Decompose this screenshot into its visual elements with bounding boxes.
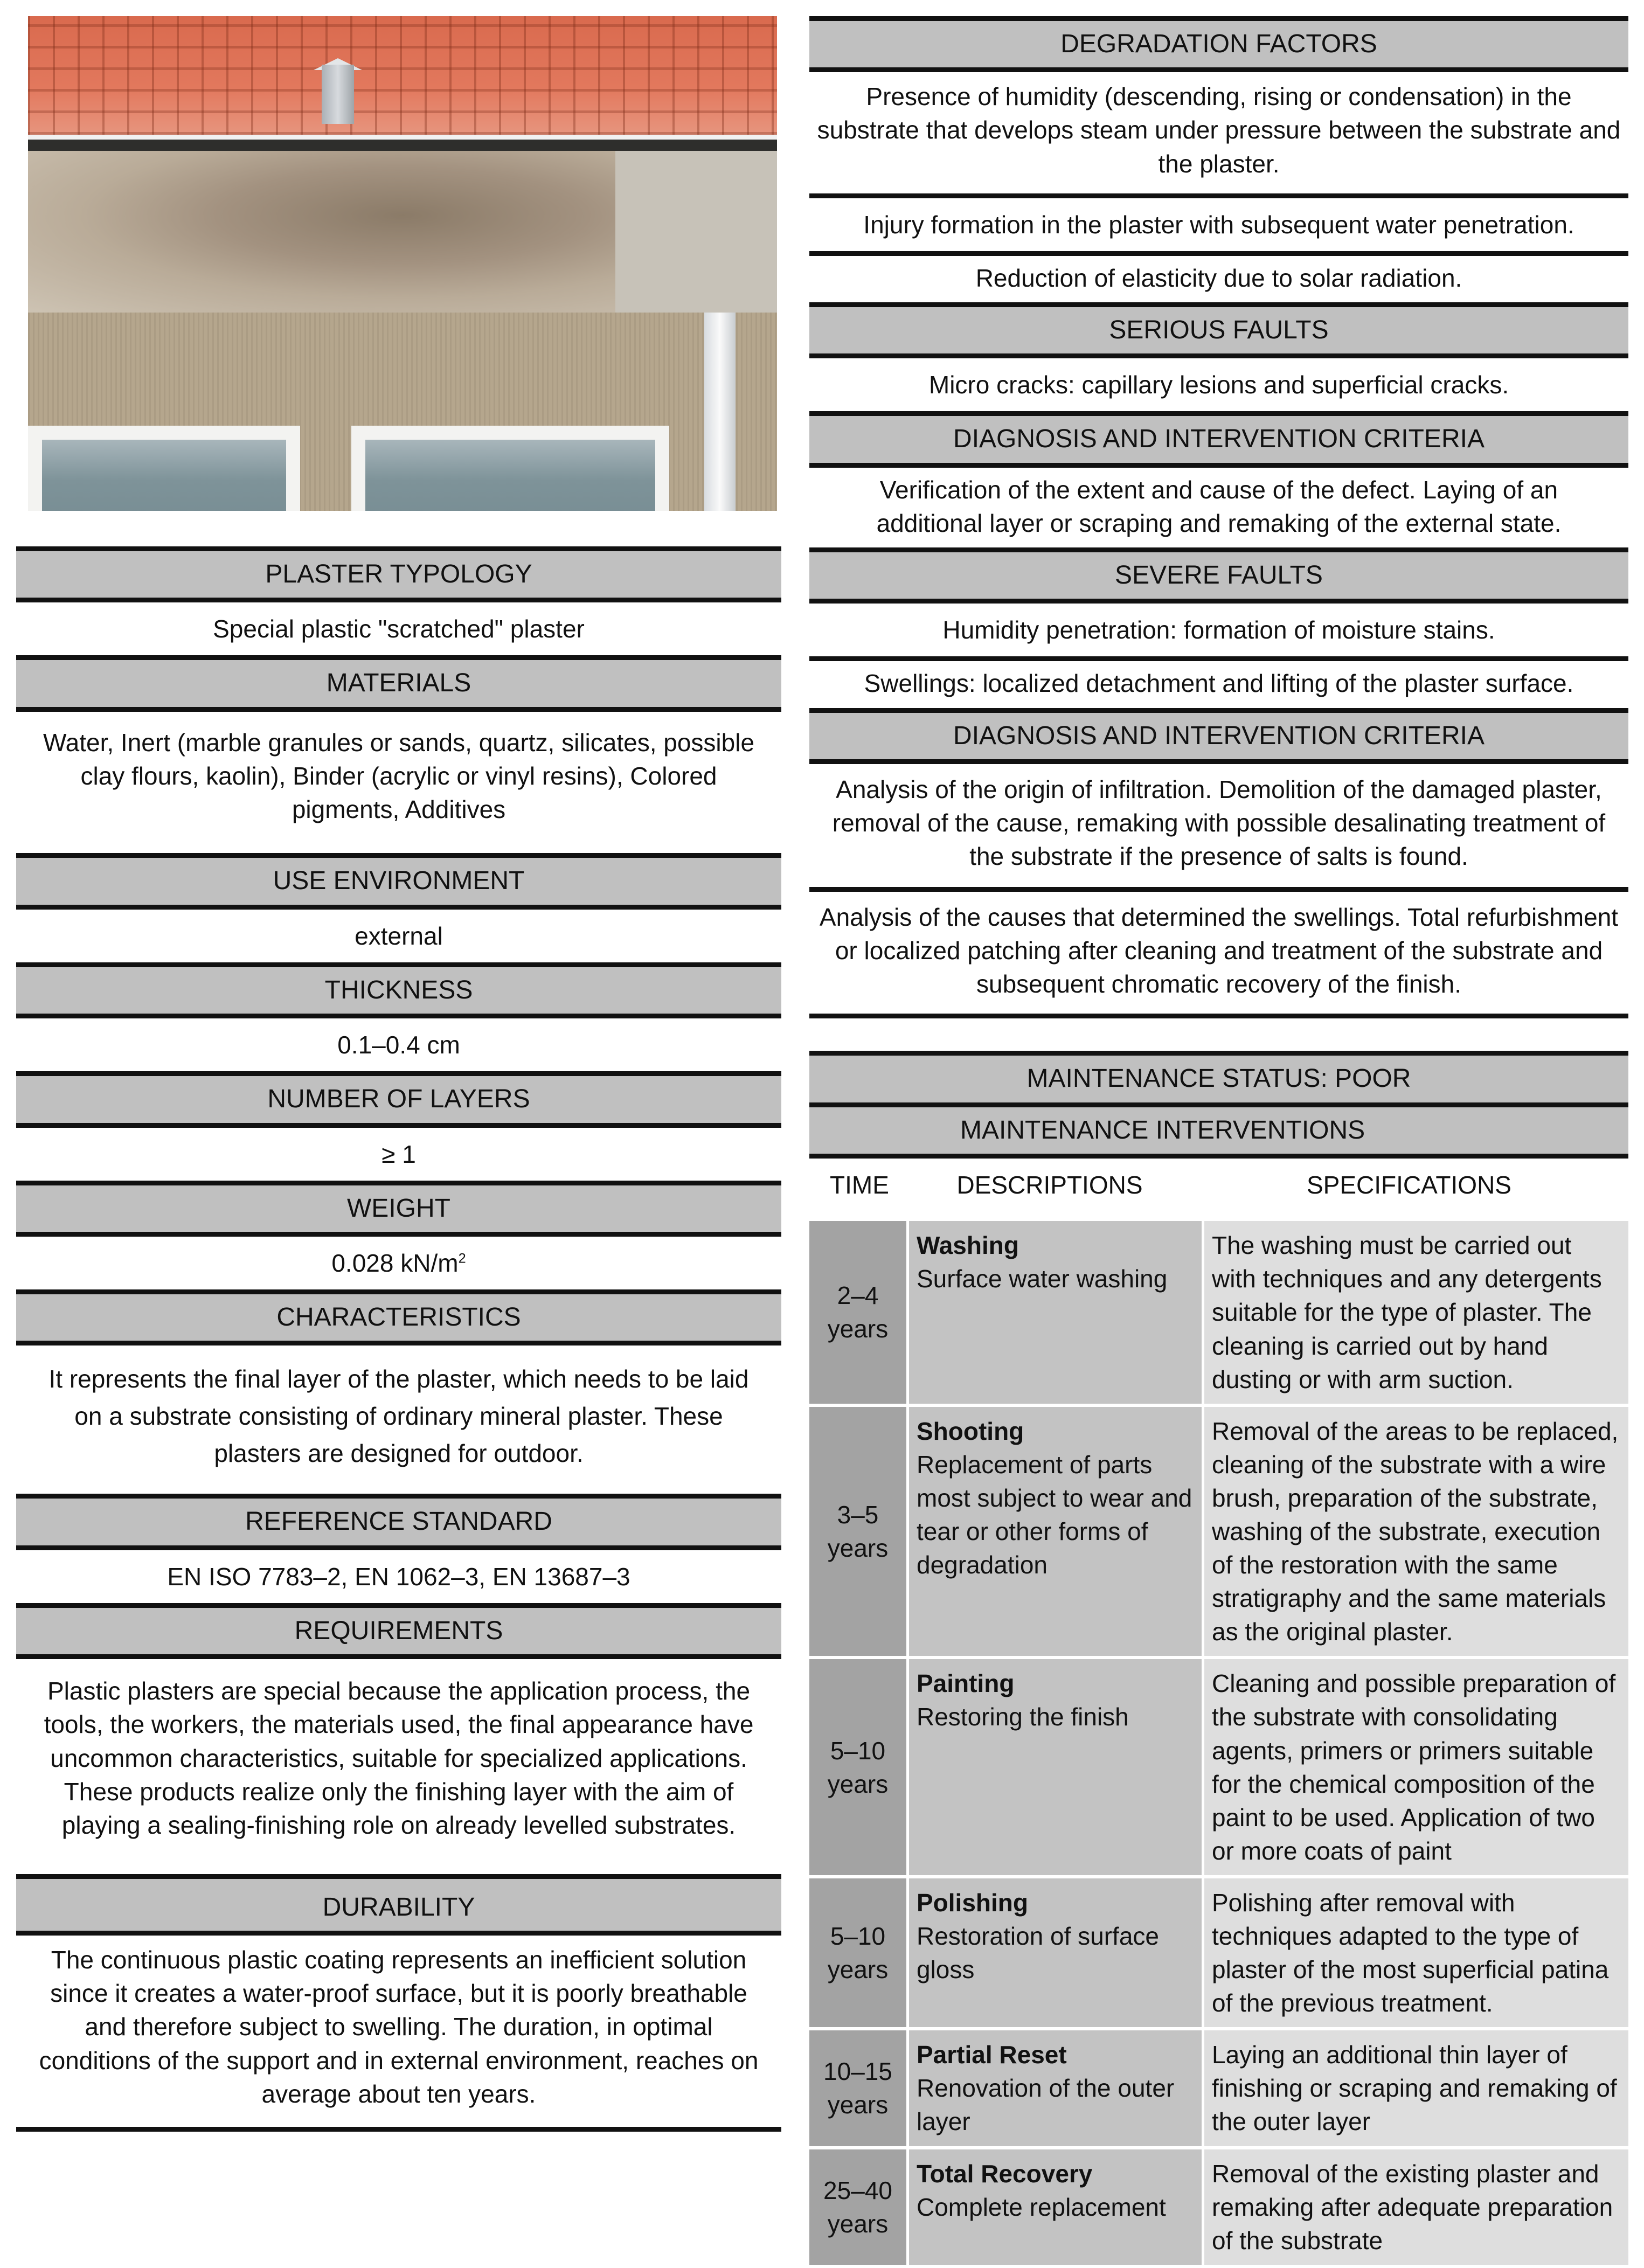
serious-faults-header: SERIOUS FAULTS — [809, 302, 1628, 358]
intervention-description-text: Complete replacement — [917, 2193, 1166, 2221]
intervention-specification: Removal of the areas to be replaced, cleaning of the substrate with a wire brush, preparation of the substrate, washing of the substrate, execution of the restoration with the same stratigraphy and the same materials as the original plaster. — [1204, 1407, 1628, 1656]
degradation-factor-item: Reduction of elasticity due to solar radiation. — [809, 251, 1628, 302]
intervention-title: Painting — [917, 1669, 1015, 1698]
maintenance-row — [809, 1878, 1628, 2027]
thickness-value: 0.1–0.4 cm — [16, 1018, 781, 1071]
section-header-reference-standard: REFERENCE STANDARD — [16, 1494, 781, 1550]
maintenance-row — [809, 2149, 1628, 2265]
right-column — [809, 16, 1628, 2268]
intervention-time: 25–40 years — [809, 2149, 906, 2265]
degradation-factors-header: DEGRADATION FACTORS — [809, 16, 1628, 72]
chimney — [322, 65, 354, 124]
plaster-properties-table — [16, 546, 781, 2132]
severe-faults-header: SEVERE FAULTS — [809, 547, 1628, 604]
intervention-title: Washing — [917, 1231, 1019, 1260]
intervention-time: 5–10 years — [809, 1878, 906, 2027]
maintenance-interventions-header: MAINTENANCE INTERVENTIONS — [809, 1107, 1628, 1159]
serious-fault-item: Micro cracks: capillary lesions and superficial cracks. — [809, 358, 1628, 411]
degradation-table — [809, 16, 1628, 1018]
section-header-number-of-layers: NUMBER OF LAYERS — [16, 1071, 781, 1127]
maintenance-status-header: MAINTENANCE STATUS: POOR — [809, 1051, 1628, 1107]
severe-fault-item: Humidity penetration: formation of moisture stains. — [809, 604, 1628, 656]
facade-photo — [28, 16, 777, 511]
column-header-specifications: SPECIFICATIONS — [1307, 1171, 1511, 1199]
serious-criteria-item: Verification of the extent and cause of the defect. Laying of an additional layer or scraping and remaking of the external state. — [809, 468, 1628, 547]
intervention-time: 3–5 years — [809, 1407, 906, 1656]
intervention-description — [909, 1407, 1202, 1656]
section-header-durability: DURABILITY — [16, 1874, 781, 1936]
column-header-time: TIME — [830, 1171, 889, 1199]
wall — [28, 313, 777, 511]
weight-number: 0.028 kN/m — [331, 1249, 459, 1277]
severe-criteria-item: Analysis of the origin of infiltration. Demolition of the damaged plaster, removal of the cause, remaking with possible desalinating treatment of the substrate if the presence of salts is found. — [809, 764, 1628, 887]
downpipe — [704, 313, 736, 511]
section-header-materials: MATERIALS — [16, 655, 781, 711]
window-right — [351, 426, 669, 511]
roof-tiles — [28, 16, 777, 135]
column-header-descriptions: DESCRIPTIONS — [956, 1171, 1143, 1199]
left-column — [16, 16, 781, 2132]
intervention-description — [909, 2149, 1202, 2265]
requirements-value: Plastic plasters are special because the application process, the tools, the workers, the materials used, the final appearance have uncommon characteristics, suitable for specialized applications. These products realize only the finishing layer with the aim of playing a sealing-finishing role on already levelled substrates. — [16, 1659, 781, 1874]
section-header-plaster-typology: PLASTER TYPOLOGY — [16, 546, 781, 602]
durability-value: The continuous plastic coating represents an inefficient solution since it creates a water-proof surface, but it is poorly breathable and therefore subject to swelling. The duration, in optimal conditions of the support and in external environment, reaches on average about ten years. — [16, 1936, 781, 2131]
maintenance-row — [809, 2030, 1628, 2146]
intervention-time: 10–15 years — [809, 2030, 906, 2146]
maintenance-row — [809, 1407, 1628, 1656]
reference-standard-value: EN ISO 7783–2, EN 1062–3, EN 13687–3 — [16, 1550, 781, 1603]
section-header-weight: WEIGHT — [16, 1181, 781, 1237]
intervention-title: Partial Reset — [917, 2041, 1067, 2069]
section-header-thickness: THICKNESS — [16, 962, 781, 1018]
intervention-specification: Cleaning and possible preparation of the substrate with consolidating agents, primers or primers suitable for the chemical composition of the paint to be used. Application of two or more coats of paint — [1204, 1659, 1628, 1875]
intervention-specification: The washing must be carried out with techniques and any detergents suitable for the type of plaster. The cleaning is carried out by hand dusting or with arm suction. — [1204, 1221, 1628, 1403]
severe-fault-item: Swellings: localized detachment and lifting of the plaster surface. — [809, 656, 1628, 708]
intervention-description — [909, 2030, 1202, 2146]
intervention-description-text: Restoration of surface gloss — [917, 1922, 1160, 1984]
intervention-specification: Removal of the existing plaster and remaking after adequate preparation of the substrate — [1204, 2149, 1628, 2265]
maintenance-table — [809, 1051, 1628, 2264]
window-glass — [365, 440, 655, 511]
intervention-title: Polishing — [917, 1888, 1028, 1917]
intervention-description-text: Replacement of parts most subject to wear and tear or other forms of degradation — [917, 1450, 1192, 1579]
serious-criteria-header: DIAGNOSIS AND INTERVENTION CRITERIA — [809, 411, 1628, 467]
weight-value — [16, 1237, 781, 1289]
severe-criteria-item: Analysis of the causes that determined the swellings. Total refurbishment or localized patching after cleaning and treatment of the substrate and subsequent chromatic recovery of the finish. — [809, 887, 1628, 1018]
plaster-typology-value: Special plastic "scratched" plaster — [16, 602, 781, 655]
intervention-time: 2–4 years — [809, 1221, 906, 1403]
window-glass — [42, 440, 286, 511]
intervention-description — [909, 1659, 1202, 1875]
weight-exponent: 2 — [458, 1251, 466, 1266]
intervention-time: 5–10 years — [809, 1659, 906, 1875]
maintenance-row — [809, 1221, 1628, 1403]
intervention-title: Shooting — [917, 1417, 1024, 1445]
intervention-description-text: Restoring the finish — [917, 1703, 1129, 1731]
maintenance-column-headers — [809, 1159, 1628, 1221]
intervention-title: Total Recovery — [917, 2159, 1093, 2188]
intervention-description-text: Surface water washing — [917, 1265, 1168, 1293]
intervention-specification: Laying an additional thin layer of finishing or scraping and remaking of the outer layer — [1204, 2030, 1628, 2146]
intervention-description-text: Renovation of the outer layer — [917, 2074, 1175, 2136]
intervention-description — [909, 1221, 1202, 1403]
window-left — [28, 426, 300, 511]
degradation-factor-item: Injury formation in the plaster with subsequent water penetration. — [809, 193, 1628, 251]
materials-value: Water, Inert (marble granules or sands, quartz, silicates, possible clay flours, kaolin), Binder (acrylic or vinyl resins), Colored pigments, Additives — [16, 712, 781, 853]
number-of-layers-value: ≥ 1 — [16, 1128, 781, 1181]
use-environment-value: external — [16, 910, 781, 962]
maintenance-row — [809, 1659, 1628, 1875]
intact-cornice — [615, 151, 777, 313]
gutter — [28, 135, 777, 151]
section-header-characteristics: CHARACTERISTICS — [16, 1289, 781, 1345]
section-header-requirements: REQUIREMENTS — [16, 1603, 781, 1659]
degradation-factor-item: Presence of humidity (descending, rising or condensation) in the substrate that develops steam under pressure between the substrate and the plaster. — [809, 72, 1628, 193]
intervention-specification: Polishing after removal with techniques adapted to the type of plaster of the most superficial patina of the previous treatment. — [1204, 1878, 1628, 2027]
section-header-use-environment: USE ENVIRONMENT — [16, 853, 781, 909]
severe-criteria-header: DIAGNOSIS AND INTERVENTION CRITERIA — [809, 708, 1628, 764]
characteristics-value: It represents the final layer of the plaster, which needs to be laid on a substrate consisting of ordinary mineral plaster. These plasters are designed for outdoor. — [16, 1345, 781, 1494]
intervention-description — [909, 1878, 1202, 2027]
